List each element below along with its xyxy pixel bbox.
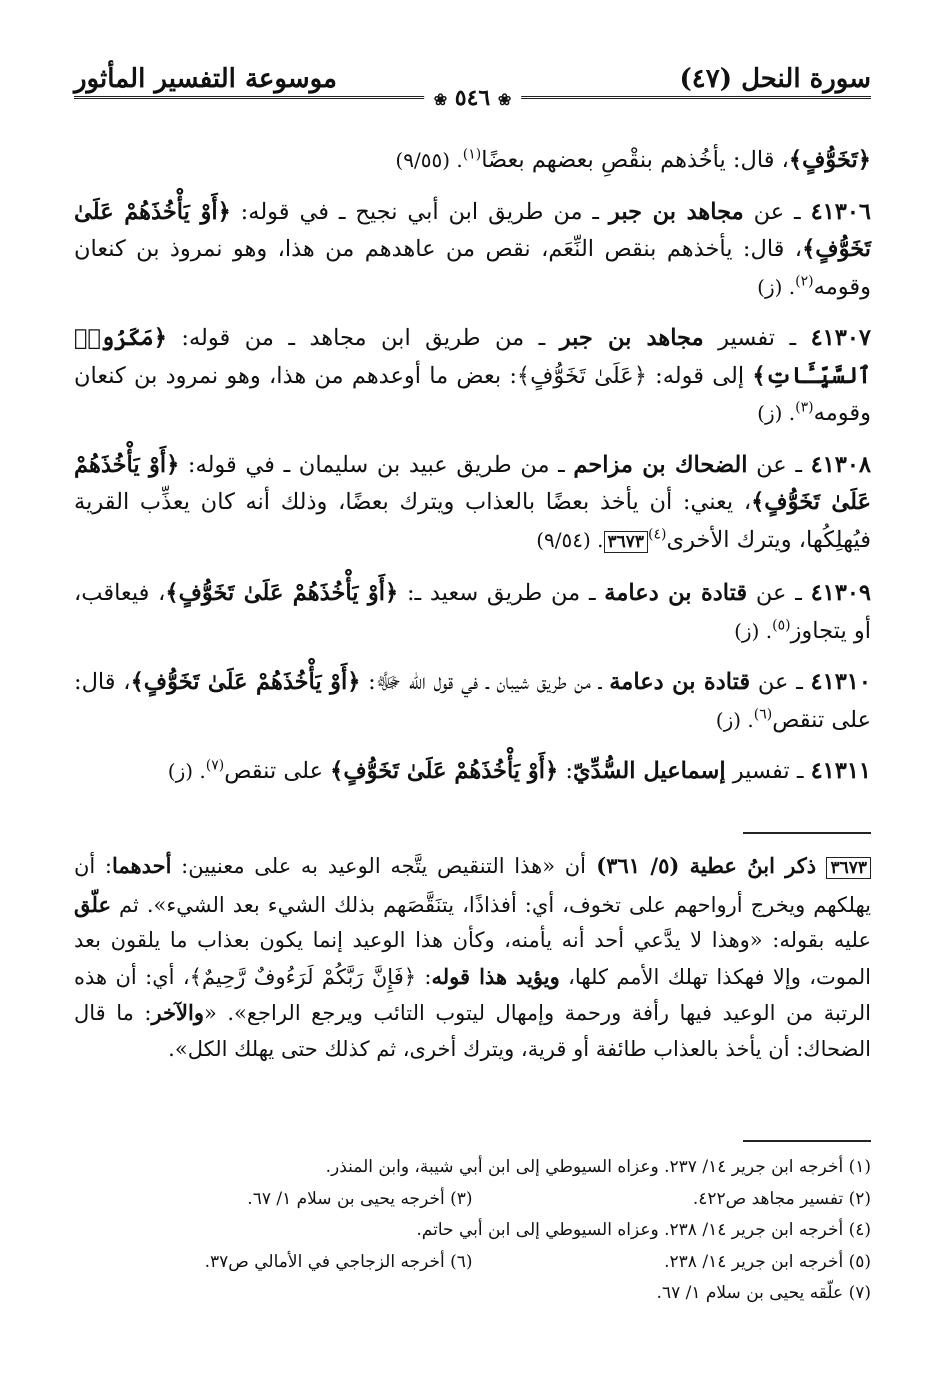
quran-quote: ﴿أَوْ يَأْخُذَهُمْ عَلَىٰ تَخَوُّفٍ﴾ bbox=[74, 451, 871, 515]
page-number-block bbox=[424, 85, 522, 111]
entry-41306 bbox=[74, 194, 871, 307]
entry-text: ، قال: يأخُذهم بنقْصِ بعضهم بعضًا bbox=[481, 147, 789, 173]
footnote-row bbox=[74, 1215, 871, 1247]
volume-ref: . (ز) bbox=[757, 274, 796, 299]
volume-ref: . (ز) bbox=[734, 618, 773, 643]
entry-chain: ـ من طريق ابن مجاهد ـ من قوله: bbox=[166, 325, 560, 351]
entry-41308 bbox=[74, 447, 871, 562]
entry-intro: ـ عن bbox=[747, 451, 811, 478]
entry-number: ٤١٣٠٨ bbox=[810, 451, 871, 478]
footnote-row bbox=[74, 1184, 871, 1216]
quran-quote: ﴿أَوْ يَأْخُذَهُمْ عَلَىٰ تَخَوُّفٍ﴾ bbox=[74, 198, 871, 262]
quran-quote: ﴿تَخَوُّفٍ﴾ bbox=[788, 147, 871, 173]
ornament-icon: ❀ bbox=[433, 90, 448, 109]
entry-text: إلى قوله: ﴿عَلَىٰ تَخَوُّفٍ﴾: بعض ما أوعدهم من هذا، وهو نمرود بن كنعان وقومه bbox=[74, 362, 871, 426]
book-title: موسوعة التفسير المأثور bbox=[74, 64, 337, 94]
entry-continuation bbox=[74, 142, 871, 180]
footnote-marker: (٣) bbox=[795, 399, 814, 416]
commentary-text: عليه بقوله: «وهذا لا يدَّعي أحد أنه يأمنه، وكأن هذا الوعيد إنما يكون بعذاب ما يلقون بعد الموت، وإلا فهكذا تهلك الأمم كلها، bbox=[74, 928, 871, 989]
commentary-block bbox=[74, 848, 871, 1067]
commentary-text: أن «هذا التنقيص يتَّجه الوعيد به على معنيين: bbox=[171, 854, 586, 878]
entry-number: ٤١٣٠٧ bbox=[810, 325, 872, 351]
footnote-7: (٧) علّقه يحيى بن سلام ١/ ٦٧. bbox=[656, 1283, 871, 1303]
entry-number: ٤١٣١٠ bbox=[810, 669, 871, 695]
entry-intro: ـ عن bbox=[747, 580, 811, 606]
entry-chain: ـ من طريق عبيد بن سليمان ـ في قوله: bbox=[179, 451, 574, 478]
volume-ref: . (٩/٥٤) bbox=[536, 527, 604, 552]
footnote-marker: (٢) bbox=[795, 273, 814, 289]
entry-chain: ـ من طريق شيبان ـ في قول الله ﷻ: bbox=[360, 669, 610, 695]
quran-quote: ﴿مَكَرُوا۟ ٱلسَّيِّـَٔاتِ﴾ bbox=[74, 325, 871, 389]
footnote-marker: (١) bbox=[462, 146, 482, 163]
commentary-emphasis: علّق bbox=[74, 891, 111, 917]
footnote-marker: (٥) bbox=[772, 617, 791, 633]
footnote-row bbox=[74, 1152, 871, 1184]
entry-41311 bbox=[74, 753, 871, 791]
commentary-emphasis: ويؤيد هذا قوله bbox=[431, 963, 560, 989]
narrator-name: مجاهد بن جبر bbox=[559, 325, 704, 351]
commentary-text: : ما قال الضحاك: أن يأخذ بالعذاب طائفة أو قرية، ويترك أخرى، ثم كذلك حتى يهلك الكل». bbox=[74, 1001, 871, 1061]
footnote-marker: (٤) bbox=[648, 526, 667, 542]
footnote-1: (١) أخرجه ابن جرير ١٤/ ٢٣٧. وعزاه السيوطي إلى ابن أبي شيبة، وابن المنذر. bbox=[325, 1157, 871, 1177]
entry-number: ٤١٣٠٦ bbox=[810, 198, 871, 225]
volume-ref: . (٩/٥٥) bbox=[395, 148, 463, 172]
footnote-row bbox=[74, 1278, 871, 1310]
entry-intro: ـ عن bbox=[750, 669, 811, 695]
page-number: ٥٤٦ bbox=[454, 85, 491, 111]
entry-intro: ـ تفسير bbox=[725, 758, 811, 784]
commentary-divider bbox=[743, 832, 871, 834]
entry-text: ، يعني: أن يأخذ بعضًا بالعذاب ويترك بعضًا، وذلك أنه كان يعذِّب القرية فيُهلِكُها، ويترك الأخرى bbox=[74, 489, 871, 553]
narrator-name: الضحاك بن مزاحم bbox=[573, 451, 748, 478]
footnote-marker: (٧) bbox=[205, 757, 225, 774]
entry-chain: : bbox=[558, 758, 573, 784]
entry-text: ، فيعاقب، أو يتجاوز bbox=[74, 580, 871, 644]
footnotes-divider bbox=[743, 1140, 871, 1142]
commentary-emphasis: والآخر bbox=[151, 1000, 204, 1025]
quran-quote: ﴿أَوْ يَأْخُذَهُمْ عَلَىٰ تَخَوُّفٍ﴾ bbox=[130, 669, 361, 695]
entry-41310 bbox=[74, 664, 871, 739]
page-header bbox=[74, 62, 871, 122]
narrator-name: قتادة بن دعامة bbox=[604, 580, 748, 606]
entry-number: ٤١٣١١ bbox=[810, 758, 871, 784]
entry-chain: ـ من طريق ابن أبي نجيح ـ في قوله: bbox=[230, 198, 609, 225]
volume-ref: . (ز) bbox=[715, 707, 754, 732]
commentary-text: : ﴿فَإِنَّ رَبَّكُمْ لَرَءُوفٌ رَّحِيمٌ﴾، أي: أن هذه الرتبة من الوعيد فيها رأفة ورحمة وإمهال ليتوب التائب ويرجع الراجع». « bbox=[74, 964, 871, 1025]
volume-ref: . (ز) bbox=[757, 401, 796, 425]
narrator-name: إسماعيل السُّدِّيّ bbox=[572, 758, 726, 784]
entry-text: على تنقص bbox=[224, 758, 331, 784]
entry-intro: ـ تفسير bbox=[703, 325, 811, 351]
narrator-name: مجاهد بن جبر bbox=[608, 198, 744, 225]
footnotes bbox=[74, 1152, 871, 1310]
surah-title: سورة النحل (٤٧) bbox=[679, 64, 871, 94]
entry-text: ، قال: يأخذهم بنقص النِّعَم، نقص من عاهدهم من هذا، وهو نمروذ بن كنعان وقومه bbox=[74, 236, 871, 300]
commentary-text: : أن يهلكهم ويخرج أرواحهم على تخوف، أي: أفذاذًا، يتنَقَّصَهم بذلك الشيء بعد الشيء». ثم bbox=[74, 854, 871, 917]
footnote-4: (٤) أخرجه ابن جرير ١٤/ ٢٣٨. وعزاه السيوطي إلى ابن أبي حاتم. bbox=[416, 1220, 871, 1240]
entry-intro: ـ عن bbox=[743, 198, 811, 225]
commentary-emphasis: أحدهما bbox=[112, 853, 172, 878]
footnote-2: (٢) تفسير مجاهد ص٤٢٢. bbox=[692, 1188, 871, 1209]
commentary-ref-box: ٣٦٧٣ bbox=[604, 531, 649, 553]
commentary-number-box: ٣٦٧٣ bbox=[826, 857, 871, 879]
ornament-icon: ❀ bbox=[497, 90, 512, 109]
entry-41309 bbox=[74, 575, 871, 650]
volume-ref: . (ز) bbox=[167, 759, 206, 783]
footnote-row bbox=[74, 1247, 871, 1279]
footnote-3: (٣) أخرجه يحيى بن سلام ١/ ٦٧. bbox=[247, 1188, 473, 1209]
commentary-lead: ذكر ابنُ عطية (٥/ ٣٦١) bbox=[585, 853, 827, 878]
quran-quote: ﴿أَوْ يَأْخُذَهُمْ عَلَىٰ تَخَوُّفٍ﴾ bbox=[165, 580, 399, 606]
entry-text: ، قال: على تنقص bbox=[74, 669, 871, 733]
footnote-marker: (٦) bbox=[753, 706, 773, 722]
quran-quote: ﴿أَوْ يَأْخُذَهُمْ عَلَىٰ تَخَوُّفٍ﴾ bbox=[330, 758, 559, 784]
footnote-5: (٥) أخرجه ابن جرير ١٤/ ٢٣٨. bbox=[664, 1251, 871, 1272]
entry-number: ٤١٣٠٩ bbox=[810, 580, 871, 606]
footnote-6: (٦) أخرجه الزجاجي في الأمالي ص٣٧. bbox=[204, 1251, 473, 1272]
narrator-name: قتادة بن دعامة bbox=[609, 669, 751, 695]
main-text bbox=[74, 142, 871, 805]
entry-chain: ـ من طريق سعيد ـ: bbox=[398, 580, 605, 606]
entry-41307 bbox=[74, 320, 871, 433]
